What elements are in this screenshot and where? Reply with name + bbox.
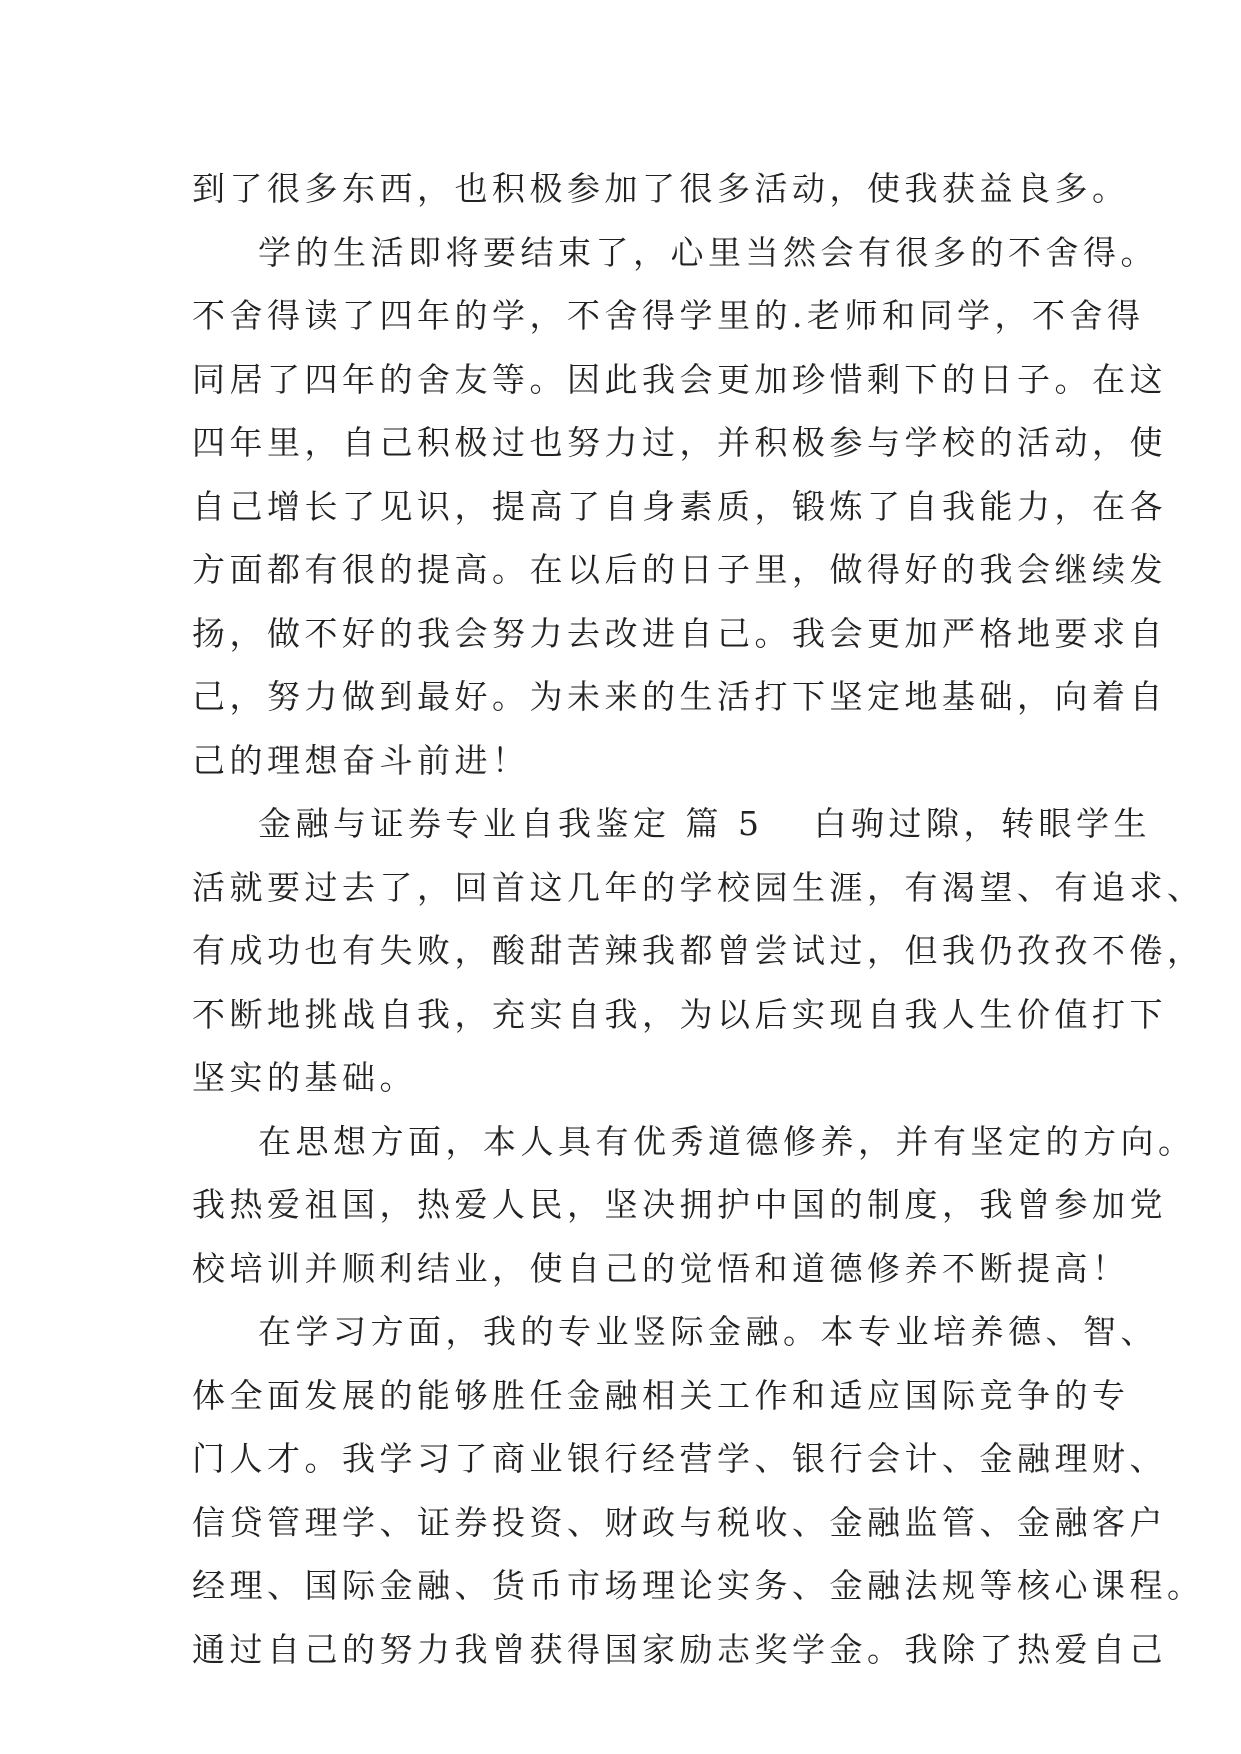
text-line: 经理、国际金融、货币市场理论实务、金融法规等核心课程。 bbox=[192, 1566, 1205, 1605]
section-heading-line bbox=[192, 792, 1151, 856]
text-fragment: 白驹过隙，转眼学生 bbox=[813, 804, 1151, 843]
text-line: 方面都有很的提高。在以后的日子里，做得好的我会继续发 bbox=[192, 550, 1167, 589]
text-line: 四年里，自己积极过也努力过，并积极参与学校的活动，使 bbox=[192, 423, 1167, 462]
text-line: 有成功也有失败，酸甜苦辣我都曾尝试过，但我仍孜孜不倦， bbox=[192, 931, 1205, 970]
text-line: 在学习方面，我的专业竖际金融。本专业培养德、智、 bbox=[258, 1312, 1158, 1351]
text-line: 扬，做不好的我会努力去改进自己。我会更加严格地要求自 bbox=[192, 613, 1167, 653]
text-line: 在思想方面，本人具有优秀道德修养，并有坚定的方向。 bbox=[258, 1121, 1196, 1161]
text-line: 己的理想奋斗前进！ bbox=[192, 740, 530, 780]
text-line: 到了很多东西，也积极参加了很多活动，使我获益良多。 bbox=[192, 169, 1130, 208]
text-line: 门人才。我学习了商业银行经营学、银行会计、金融理财、 bbox=[192, 1439, 1167, 1478]
document-body bbox=[192, 157, 1205, 1681]
text-line: 学的生活即将要结束了，心里当然会有很多的不舍得。 bbox=[258, 232, 1158, 272]
text-line: 我热爱祖国，热爱人民，坚决拥护中国的制度，我曾参加党 bbox=[192, 1185, 1167, 1224]
text-line: 校培训并顺利结业，使自己的觉悟和道德修养不断提高！ bbox=[192, 1248, 1130, 1288]
text-line: 坚实的基础。 bbox=[192, 1058, 417, 1097]
text-line: 己，努力做到最好。为未来的生活打下坚定地基础，向着自 bbox=[192, 677, 1167, 716]
text-line: 信贷管理学、证券投资、财政与税收、金融监管、金融客户 bbox=[192, 1502, 1167, 1542]
text-line: 通过自己的努力我曾获得国家励志奖学金。我除了热爱自己 bbox=[192, 1629, 1167, 1669]
text-line: 活就要过去了，回首这几年的学校园生涯，有渴望、有追求、 bbox=[192, 867, 1205, 907]
text-line: 自己增长了见识，提高了自身素质，锻炼了自我能力，在各 bbox=[192, 486, 1167, 526]
text-line: 体全面发展的能够胜任金融相关工作和适应国际竞争的专 bbox=[192, 1375, 1130, 1415]
text-line: 不断地挑战自我，充实自我，为以后实现自我人生价值打下 bbox=[192, 994, 1167, 1034]
text-line: 同居了四年的舍友等。因此我会更加珍惜剩下的日子。在这 bbox=[192, 359, 1167, 399]
section-heading: 金融与证券专业自我鉴定 篇 5 bbox=[258, 804, 764, 843]
text-line: 不舍得读了四年的学，不舍得学里的.老师和同学，不舍得 bbox=[192, 296, 1145, 335]
